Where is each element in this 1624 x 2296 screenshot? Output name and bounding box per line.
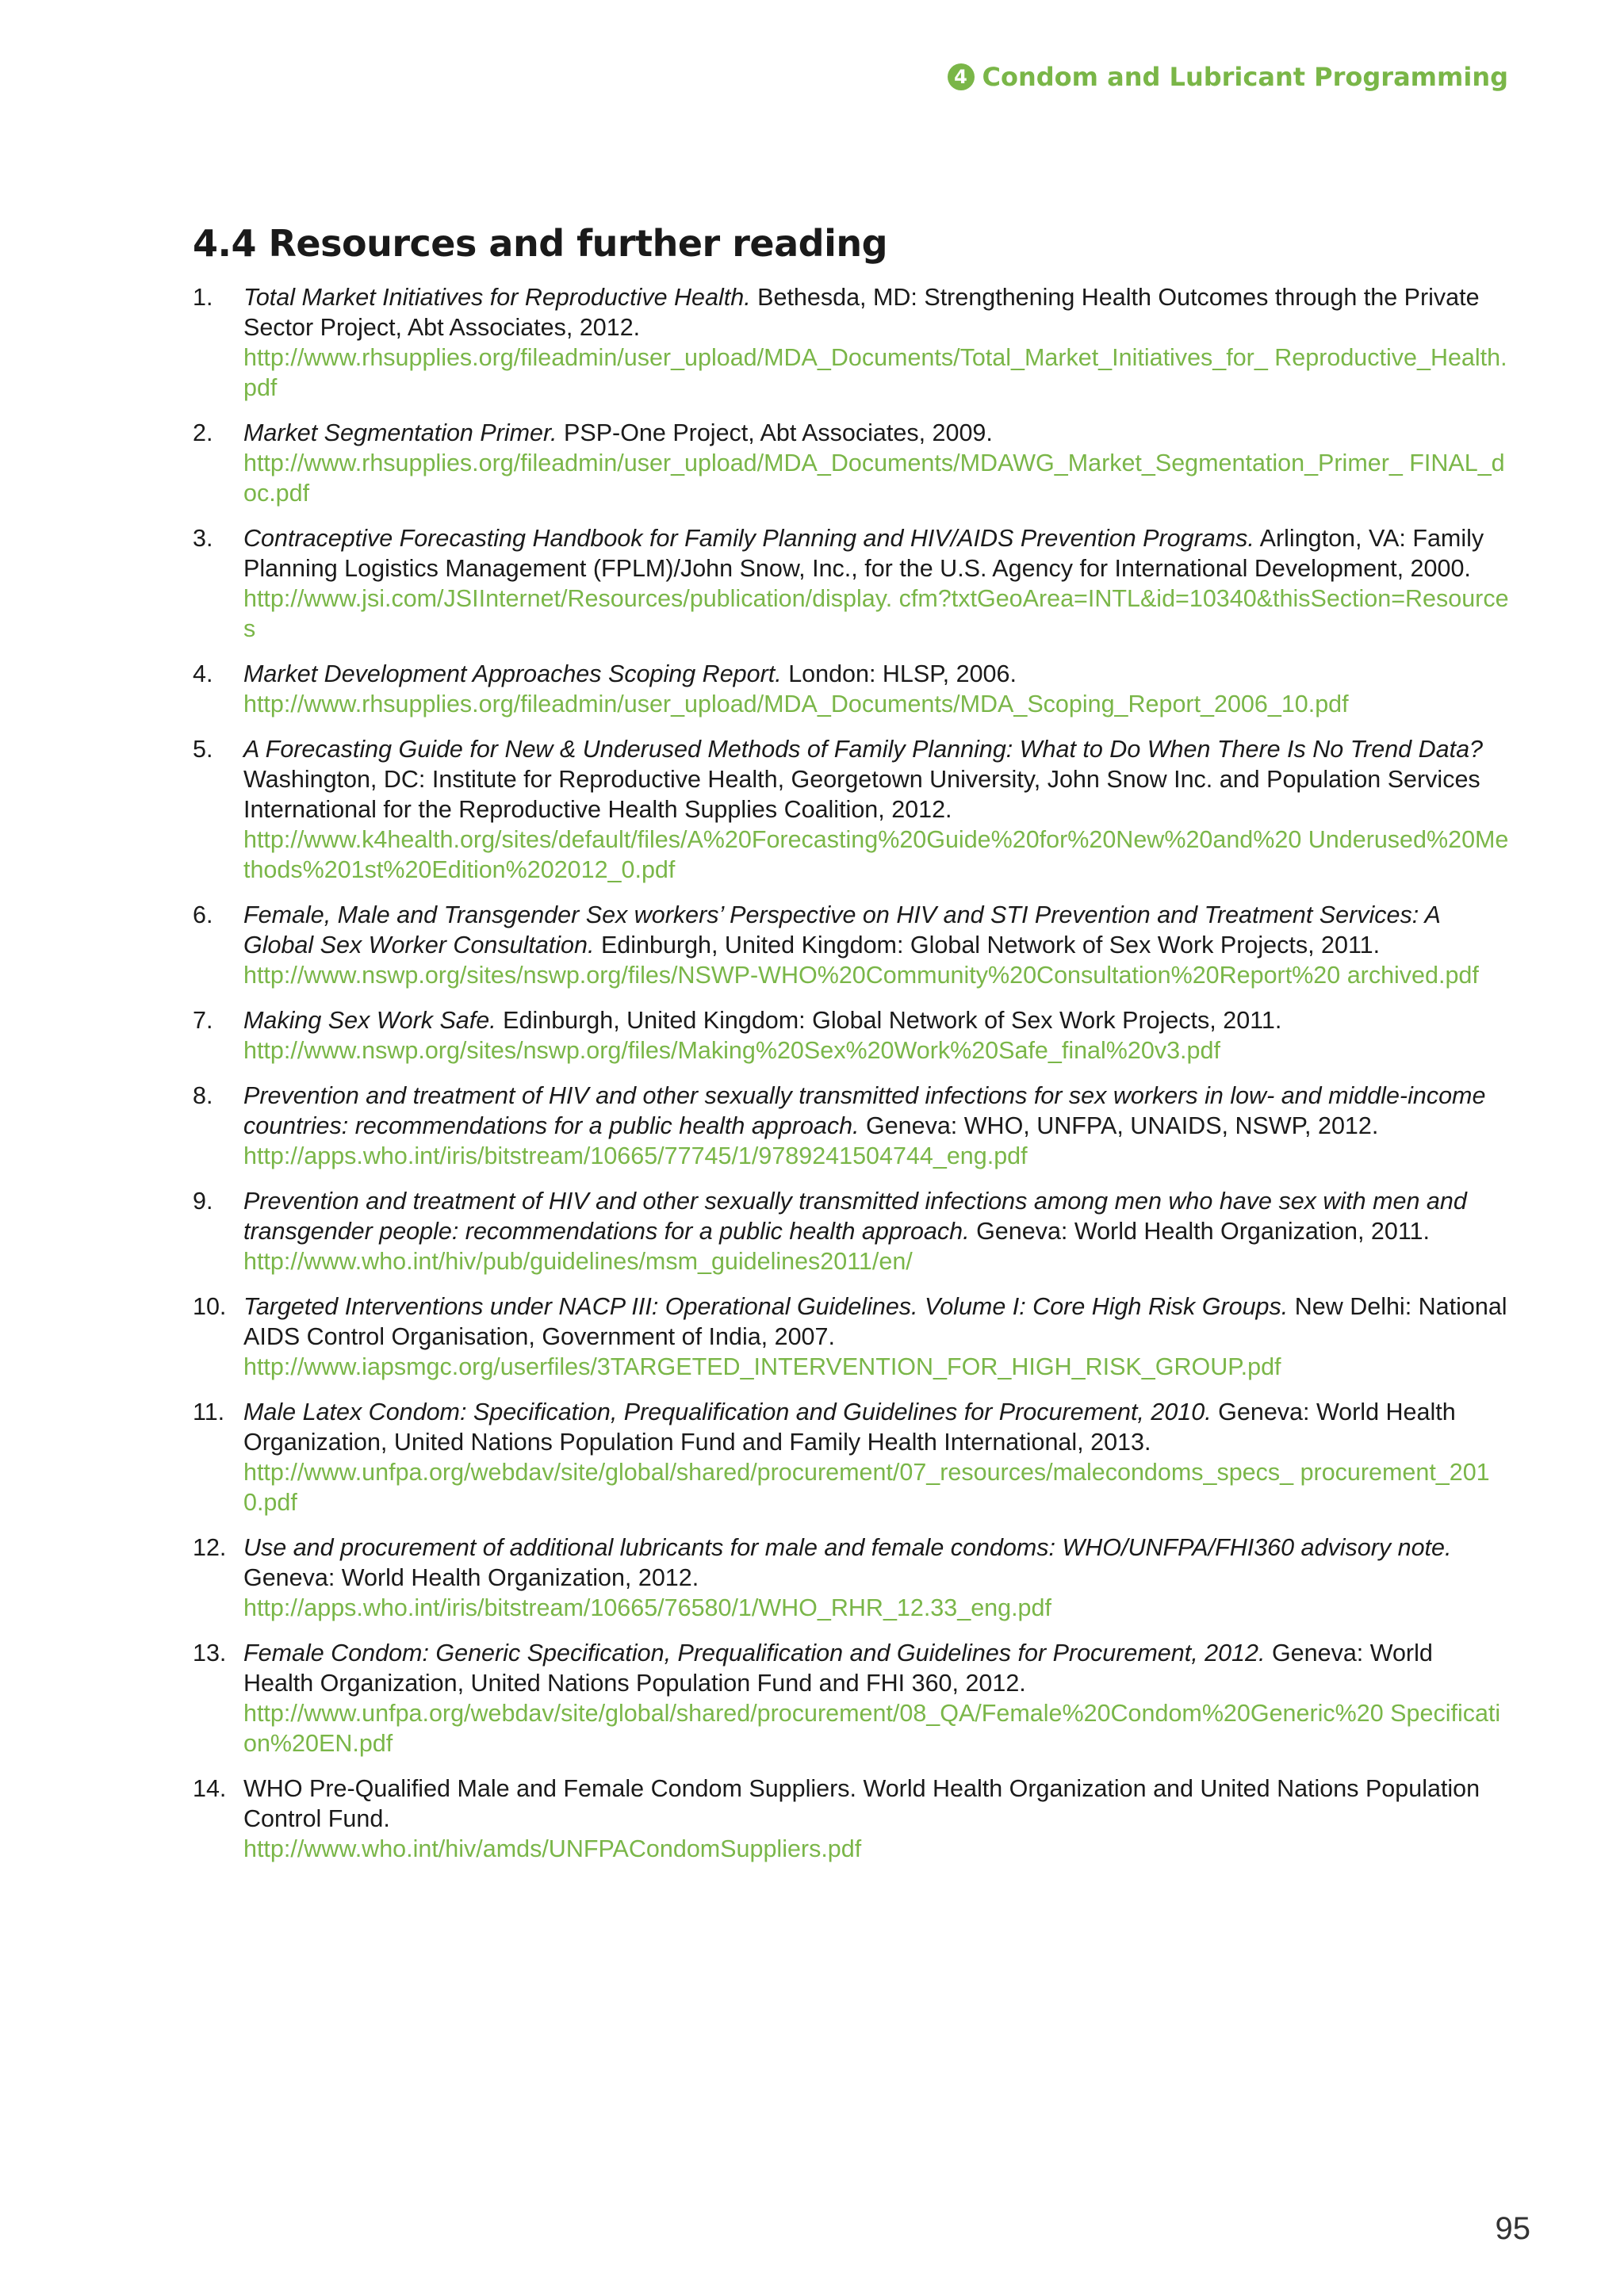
reference-details: Geneva: WHO, UNFPA, UNAIDS, NSWP, 2012.: [865, 1112, 1379, 1139]
reference-item-14: [193, 1774, 1509, 1864]
reference-title: Prevention and treatment of HIV and other sexually transmitted infections for sex workers in low- and middle-income countries: recommendations for a public health approach.: [243, 1082, 1486, 1139]
reference-item-6: [193, 900, 1509, 990]
reference-link[interactable]: http://www.unfpa.org/webdav/site/global/shared/procurement/07_resources/malecondoms_specs_ procurement_2010.pdf: [243, 1459, 1490, 1516]
reference-number: 13.: [193, 1640, 227, 1667]
reference-item-3: [193, 523, 1509, 644]
reference-item-13: [193, 1638, 1509, 1758]
reference-title: Prevention and treatment of HIV and other sexually transmitted infections among men who have sex with men and transgender people: recommendations for a public health approach.: [243, 1188, 1467, 1245]
reference-title: Targeted Interventions under NACP III: Operational Guidelines. Volume I: Core High Risk Groups.: [243, 1293, 1289, 1320]
reference-title: Male Latex Condom: Specification, Prequalification and Guidelines for Procurement, 2010.: [243, 1399, 1212, 1425]
reference-details: WHO Pre-Qualified Male and Female Condom Suppliers. World Health Organization and United Nations Population Control Fund.: [243, 1775, 1480, 1832]
reference-title: Market Segmentation Primer.: [243, 419, 557, 446]
reference-details: Geneva: World Health Organization, United Nations Population Fund and FHI 360, 2012.: [243, 1640, 1433, 1697]
reference-link[interactable]: http://www.unfpa.org/webdav/site/global/shared/procurement/08_QA/Female%20Condom%20Generic%20 Specification%20EN.pdf: [243, 1700, 1501, 1757]
reference-body: [243, 1533, 1509, 1623]
reference-title: Female, Male and Transgender Sex workers’ Perspective on HIV and STI Prevention and Treatment Services: A Global Sex Worker Consultation.: [243, 901, 1440, 959]
reference-item-10: [193, 1292, 1509, 1382]
reference-link[interactable]: http://www.k4health.org/sites/default/files/A%20Forecasting%20Guide%20for%20New%20and%20 Underused%20Methods%201st%20Edition%202012_0.pdf: [243, 826, 1509, 883]
reference-body: [243, 734, 1509, 885]
reference-body: [243, 659, 1509, 719]
reference-number: 1.: [193, 284, 213, 311]
reference-item-8: [193, 1081, 1509, 1171]
reference-item-4: [193, 659, 1509, 719]
reference-details: Geneva: World Health Organization, 2011.: [976, 1218, 1430, 1245]
reference-body: [243, 1638, 1509, 1758]
reference-item-7: [193, 1005, 1509, 1066]
reference-link[interactable]: http://www.who.int/hiv/amds/UNFPACondomSuppliers.pdf: [243, 1835, 862, 1862]
chapter-title: Condom and Lubricant Programming: [982, 62, 1508, 92]
reference-details: London: HLSP, 2006.: [788, 660, 1017, 687]
reference-body: [243, 1005, 1509, 1066]
reference-details: Arlington, VA: Family Planning Logistics Management (FPLM)/John Snow, Inc., for the U.S. Agency for International Development, 2000.: [243, 525, 1484, 582]
reference-number: 14.: [193, 1775, 227, 1802]
reference-number: 12.: [193, 1534, 227, 1561]
section-title: 4.4 Resources and further reading: [193, 222, 888, 265]
reference-body: [243, 900, 1509, 990]
reference-body: [243, 1397, 1509, 1517]
reference-link[interactable]: http://www.nswp.org/sites/nswp.org/files/NSWP-WHO%20Community%20Consultation%20Report%20 archived.pdf: [243, 962, 1479, 989]
reference-link[interactable]: http://www.nswp.org/sites/nswp.org/files/Making%20Sex%20Work%20Safe_final%20v3.pdf: [243, 1037, 1220, 1064]
reference-number: 8.: [193, 1082, 213, 1109]
reference-item-9: [193, 1186, 1509, 1276]
reference-details: Edinburgh, United Kingdom: Global Network of Sex Work Projects, 2011.: [600, 932, 1381, 959]
reference-link[interactable]: http://www.rhsupplies.org/fileadmin/user_upload/MDA_Documents/Total_Market_Initiatives_for_ Reproductive_Health.pdf: [243, 344, 1507, 401]
reference-body: [243, 282, 1509, 403]
reference-link[interactable]: http://apps.who.int/iris/bitstream/10665/77745/1/9789241504744_eng.pdf: [243, 1142, 1028, 1169]
reference-item-1: [193, 282, 1509, 403]
reference-title: Use and procurement of additional lubricants for male and female condoms: WHO/UNFPA/FHI360 advisory note.: [243, 1534, 1452, 1561]
reference-number: 6.: [193, 901, 213, 928]
reference-title: A Forecasting Guide for New & Underused Methods of Family Planning: What to Do When There Is No Trend Data?: [243, 736, 1483, 763]
running-header: [948, 62, 1509, 92]
reference-number: 9.: [193, 1188, 213, 1215]
reference-title: Contraceptive Forecasting Handbook for Family Planning and HIV/AIDS Prevention Programs.: [243, 525, 1254, 552]
reference-body: [243, 1292, 1509, 1382]
reference-body: [243, 1081, 1509, 1171]
reference-item-2: [193, 418, 1509, 508]
reference-number: 11.: [193, 1399, 225, 1425]
reference-body: [243, 418, 1509, 508]
reference-body: [243, 1186, 1509, 1276]
reference-details: New Delhi: National AIDS Control Organisation, Government of India, 2007.: [243, 1293, 1507, 1350]
reference-number: 10.: [193, 1293, 227, 1320]
reference-link[interactable]: http://www.jsi.com/JSIInternet/Resources/publication/display. cfm?txtGeoArea=INTL&id=10340&thisSection=Resources: [243, 585, 1509, 642]
reference-link[interactable]: http://apps.who.int/iris/bitstream/10665/76580/1/WHO_RHR_12.33_eng.pdf: [243, 1594, 1051, 1621]
reference-item-11: [193, 1397, 1509, 1517]
reference-item-5: [193, 734, 1509, 885]
page-number: 95: [1495, 2211, 1530, 2246]
reference-details: Edinburgh, United Kingdom: Global Network of Sex Work Projects, 2011.: [503, 1007, 1282, 1034]
reference-details: Washington, DC: Institute for Reproductive Health, Georgetown University, John Snow Inc. and Population Services International for the Reproductive Health Supplies Coalition, 2012.: [243, 766, 1480, 823]
reference-details: Bethesda, MD: Strengthening Health Outcomes through the Private Sector Project, Abt Associates, 2012.: [243, 284, 1480, 341]
reference-number: 2.: [193, 419, 213, 446]
reference-number: 4.: [193, 660, 213, 687]
reference-details: Geneva: World Health Organization, United Nations Population Fund and Family Health International, 2013.: [243, 1399, 1456, 1456]
reference-link[interactable]: http://www.rhsupplies.org/fileadmin/user_upload/MDA_Documents/MDAWG_Market_Segmentation_Primer_ FINAL_doc.pdf: [243, 450, 1505, 507]
reference-list: [193, 282, 1509, 1879]
reference-link[interactable]: http://www.rhsupplies.org/fileadmin/user_upload/MDA_Documents/MDA_Scoping_Report_2006_10.pdf: [243, 691, 1349, 718]
reference-title: Making Sex Work Safe.: [243, 1007, 496, 1034]
reference-title: Female Condom: Generic Specification, Prequalification and Guidelines for Procurement, 2012.: [243, 1640, 1266, 1667]
reference-item-12: [193, 1533, 1509, 1623]
reference-title: Total Market Initiatives for Reproductive Health.: [243, 284, 751, 311]
reference-link[interactable]: http://www.iapsmgc.org/userfiles/3TARGETED_INTERVENTION_FOR_HIGH_RISK_GROUP.pdf: [243, 1353, 1281, 1380]
chapter-number-badge: 4: [948, 63, 975, 90]
reference-link[interactable]: http://www.who.int/hiv/pub/guidelines/msm_guidelines2011/en/: [243, 1248, 913, 1275]
reference-body: [243, 523, 1509, 644]
reference-number: 3.: [193, 525, 213, 552]
reference-title: Market Development Approaches Scoping Report.: [243, 660, 782, 687]
reference-number: 7.: [193, 1007, 213, 1034]
reference-number: 5.: [193, 736, 213, 763]
reference-details: PSP-One Project, Abt Associates, 2009.: [564, 419, 993, 446]
reference-body: [243, 1774, 1509, 1864]
reference-details: Geneva: World Health Organization, 2012.: [243, 1564, 699, 1591]
